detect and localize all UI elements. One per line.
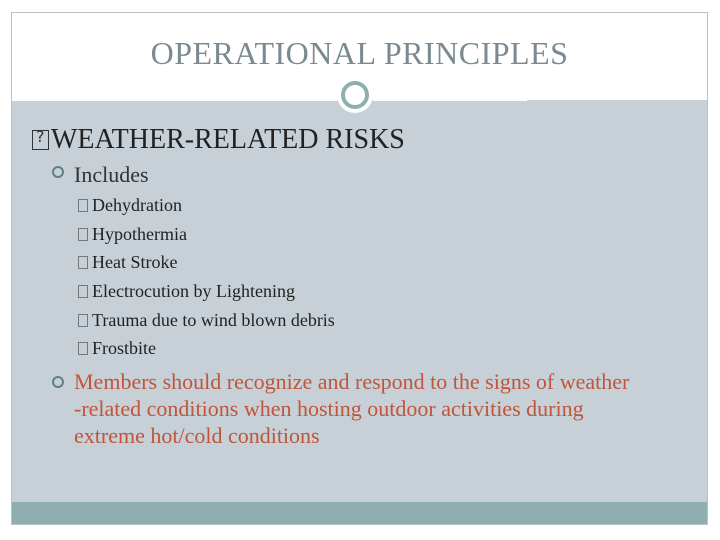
paragraph-line-1: Members should recognize and respond to the signs of weather	[74, 369, 630, 394]
list-item	[78, 310, 335, 331]
circle-bullet-icon	[52, 376, 64, 388]
section-heading-text: WEATHER-RELATED RISKS	[51, 124, 405, 155]
slide-title: OPERATIONAL PRINCIPLES	[150, 35, 569, 71]
list-item	[78, 338, 156, 359]
square-bullet-icon	[32, 130, 49, 150]
square-bullet-icon	[78, 285, 88, 298]
list-item	[78, 252, 177, 273]
list-item	[78, 195, 182, 216]
paragraph-line-2: -related conditions when hosting outdoor activities during	[74, 396, 584, 421]
list-item-text: Electrocution by Lightening	[92, 281, 295, 301]
level1-item-label: Includes	[74, 162, 149, 187]
paragraph-line-3: extreme hot/cold conditions	[74, 423, 320, 448]
square-bullet-icon	[78, 256, 88, 269]
list-item-text: Dehydration	[92, 195, 182, 215]
divider-ring-icon	[337, 77, 373, 113]
paragraph-lines	[74, 368, 694, 449]
ring-inner	[341, 81, 369, 109]
list-item-text: Hypothermia	[92, 224, 187, 244]
list-item	[78, 224, 187, 245]
square-bullet-icon	[78, 342, 88, 355]
list-item	[78, 281, 295, 302]
list-item-text: Heat Stroke	[92, 252, 178, 272]
level1-item-includes	[52, 162, 149, 188]
square-bullet-icon	[78, 228, 88, 241]
list-item-text: Frostbite	[92, 338, 157, 358]
title-divider-right	[373, 99, 527, 101]
circle-bullet-icon	[52, 166, 64, 178]
list-item-text: Trauma due to wind blown debris	[92, 310, 335, 330]
square-bullet-icon	[78, 314, 88, 327]
section-heading	[32, 124, 405, 156]
title-divider-left	[12, 99, 337, 101]
square-bullet-icon	[78, 199, 88, 212]
